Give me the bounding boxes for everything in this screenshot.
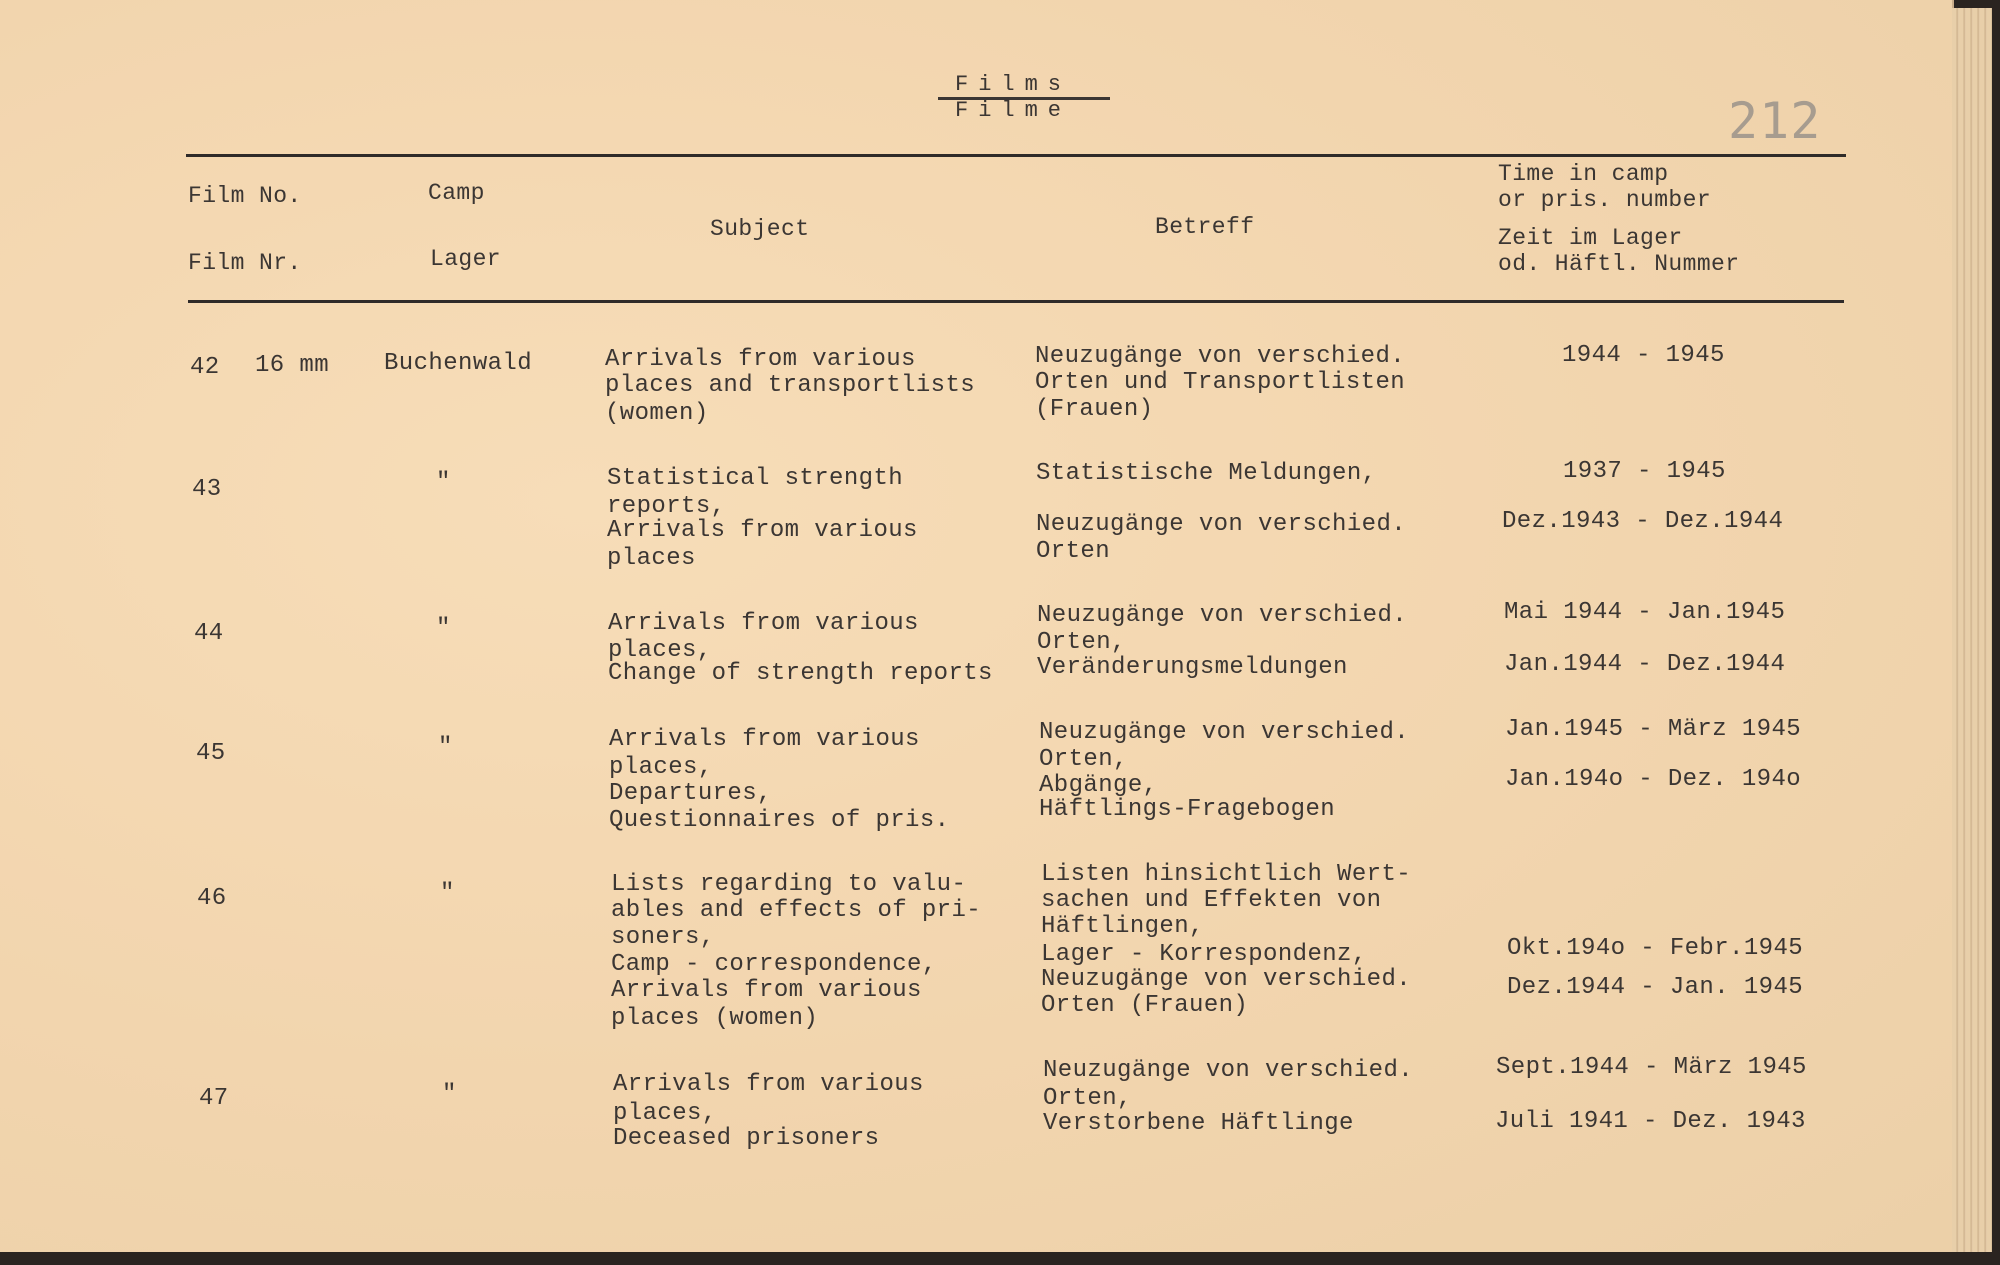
- betreff-line: Häftlings-Fragebogen: [1039, 796, 1336, 823]
- subject-line: places: [607, 545, 696, 572]
- subject-line: places,: [609, 754, 713, 781]
- subject-line: Arrivals from various: [611, 977, 922, 1004]
- ditto-mark: ": [436, 615, 451, 642]
- header-betreff: Betreff: [1155, 214, 1255, 240]
- time-range: Juli 1941 - Dez. 1943: [1495, 1108, 1806, 1135]
- time-range: 1944 - 1945: [1562, 342, 1725, 369]
- film-format: 16 mm: [255, 352, 330, 379]
- betreff-line: Orten,: [1037, 629, 1126, 656]
- betreff-line: (Frauen): [1035, 396, 1154, 423]
- subject-line: Departures,: [609, 780, 772, 807]
- subject-line: Arrivals from various: [613, 1071, 924, 1098]
- time-range: 1937 - 1945: [1563, 458, 1726, 485]
- title-german: Filme: [955, 98, 1072, 123]
- scan-background: [0, 1252, 2000, 1265]
- time-range: Jan.1945 - März 1945: [1505, 716, 1802, 743]
- betreff-line: Orten und Transportlisten: [1035, 369, 1406, 396]
- header-film-no-en: Film No.: [188, 183, 302, 209]
- betreff-line: Listen hinsichtlich Wert-: [1041, 861, 1412, 888]
- header-subject: Subject: [710, 216, 810, 242]
- betreff-line: Häftlingen,: [1041, 913, 1204, 940]
- time-range: Dez.1944 - Jan. 1945: [1507, 974, 1804, 1001]
- title-english: Films: [955, 72, 1072, 97]
- header-film-no-de: Film Nr.: [188, 250, 302, 276]
- subject-line: ables and effects of pri-: [611, 897, 982, 924]
- subject-line: places,: [613, 1100, 717, 1127]
- subject-line: Change of strength reports: [608, 660, 993, 687]
- subject-line: places (women): [611, 1005, 819, 1032]
- betreff-line: Neuzugänge von verschied.: [1035, 343, 1406, 370]
- betreff-line: Orten,: [1043, 1085, 1132, 1112]
- betreff-line: Veränderungsmeldungen: [1037, 654, 1348, 681]
- film-number: 46: [197, 885, 227, 912]
- camp-name: Buchenwald: [384, 350, 533, 377]
- betreff-line: Orten: [1036, 538, 1111, 565]
- subject-line: Arrivals from various: [608, 610, 919, 637]
- header-time-de-2: od. Häftl. Nummer: [1498, 251, 1740, 277]
- subject-line: Camp - correspondence,: [611, 951, 937, 978]
- subject-line: Arrivals from various: [605, 346, 916, 373]
- subject-line: places and transportlists: [605, 372, 976, 399]
- subject-line: Deceased prisoners: [613, 1125, 880, 1152]
- betreff-line: Neuzugänge von verschied.: [1039, 719, 1410, 746]
- betreff-line: Verstorbene Häftlinge: [1043, 1110, 1354, 1137]
- subject-line: Arrivals from various: [607, 517, 918, 544]
- betreff-line: Abgänge,: [1039, 772, 1158, 799]
- betreff-line: Orten (Frauen): [1041, 992, 1249, 1019]
- subject-line: Questionnaires of pris.: [609, 807, 950, 834]
- subject-line: (women): [605, 400, 709, 427]
- subject-line: Lists regarding to valu-: [611, 871, 967, 898]
- betreff-line: sachen und Effekten von: [1041, 887, 1382, 914]
- betreff-line: Neuzugänge von verschied.: [1041, 966, 1412, 993]
- header-camp-en: Camp: [428, 180, 485, 206]
- time-range: Jan.1944 - Dez.1944: [1504, 651, 1786, 678]
- betreff-line: Neuzugänge von verschied.: [1036, 511, 1407, 538]
- betreff-line: Lager - Korrespondenz,: [1041, 941, 1367, 968]
- time-range: Mai 1944 - Jan.1945: [1504, 599, 1786, 626]
- time-range: Okt.194o - Febr.1945: [1507, 935, 1804, 962]
- header-time-en-2: or pris. number: [1498, 187, 1712, 213]
- subject-line: soners,: [611, 924, 715, 951]
- subject-line: Arrivals from various: [609, 726, 920, 753]
- subject-line: Statistical strength: [607, 465, 904, 492]
- header-camp-de: Lager: [430, 246, 502, 272]
- header-top-rule: [186, 154, 1846, 157]
- subject-line: places,: [608, 637, 712, 664]
- header-bottom-rule: [188, 300, 1844, 303]
- ditto-mark: ": [436, 469, 451, 496]
- header-time-de-1: Zeit im Lager: [1498, 225, 1683, 251]
- betreff-line: Neuzugänge von verschied.: [1037, 602, 1408, 629]
- time-range: Sept.1944 - März 1945: [1496, 1054, 1807, 1081]
- time-range: Dez.1943 - Dez.1944: [1502, 508, 1784, 535]
- betreff-line: Orten,: [1039, 746, 1128, 773]
- film-number: 43: [192, 476, 222, 503]
- time-range: Jan.194o - Dez. 194o: [1505, 766, 1802, 793]
- ditto-mark: ": [440, 880, 455, 907]
- page-number: 212: [1728, 92, 1822, 150]
- film-number: 42: [190, 354, 220, 381]
- betreff-line: Neuzugänge von verschied.: [1043, 1057, 1414, 1084]
- book-page-edges: [1952, 8, 1992, 1261]
- film-number: 44: [194, 620, 224, 647]
- film-number: 45: [196, 740, 226, 767]
- ditto-mark: ": [438, 734, 453, 761]
- ditto-mark: ": [442, 1081, 457, 1108]
- subject-line: reports,: [607, 493, 726, 520]
- betreff-line: Statistische Meldungen,: [1036, 460, 1377, 487]
- header-time-en-1: Time in camp: [1498, 161, 1669, 187]
- film-number: 47: [199, 1085, 229, 1112]
